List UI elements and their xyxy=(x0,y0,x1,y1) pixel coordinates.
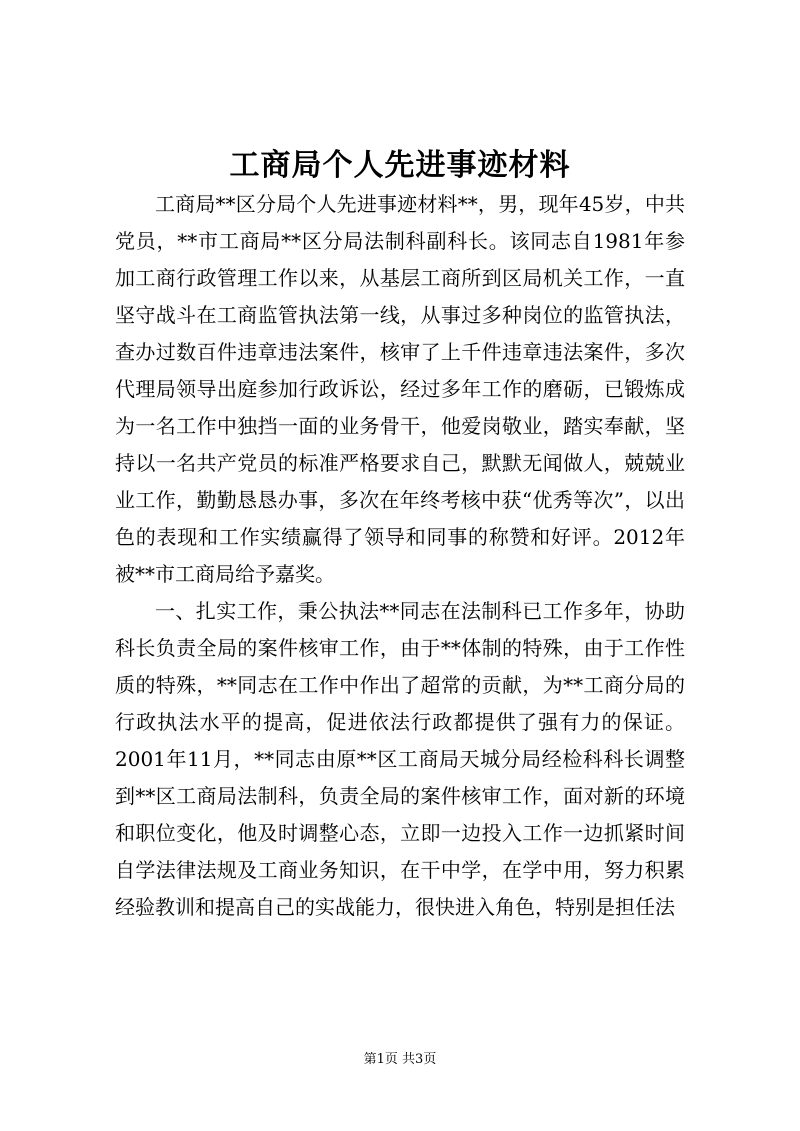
page-footer: 第1页 共3页 xyxy=(363,1052,437,1067)
paragraph: 一、扎实工作，秉公执法**同志在法制科已工作多年，协助科长负责全局的案件核审工作，由于**体制的特殊，由于工作性质的特殊，**同志在工作中作出了超常的贡献，为**工商分局的行政执法水平的提高，促进依法行政都提供了强有力的保证。2001年11月，**同志由原**区工商局天城分局经检科科长调整到**区工商局法制科，负责全局的案件核审工作，面对新的环境和职位变化，他及时调整心态，立即一边投入工作一边抓紧时间自学法律法规及工商业务知识，在干中学，在学中用，努力积累经验教训和提高自己的实战能力，很快进入角色，特别是担任法 xyxy=(115,599,685,919)
document-body xyxy=(115,186,685,926)
paragraph: 工商局**区分局个人先进事迹材料**，男，现年45岁，中共党员，**市工商局**区分局法制科副科长。该同志自1981年参加工商行政管理工作以来，从基层工商所到区局机关工作，一直坚守战斗在工商监管执法第一线，从事过多种岗位的监管执法，查办过数百件违章违法案件，核审了上千件违章违法案件，多次代理局领导出庭参加行政诉讼，经过多年工作的磨砺，已锻炼成为一名工作中独挡一面的业务骨干，他爱岗敬业，踏实奉献，坚持以一名共产党员的标准严格要求自己，默默无闻做人，兢兢业业工作，勤勤恳恳办事，多次在年终考核中获“优秀等次”，以出色的表现和工作实绩赢得了领导和同事的称赞和好评。2012年被**市工商局给予嘉奖。 xyxy=(115,192,685,586)
document-title: 工商局个人先进事迹材料 xyxy=(229,148,571,183)
